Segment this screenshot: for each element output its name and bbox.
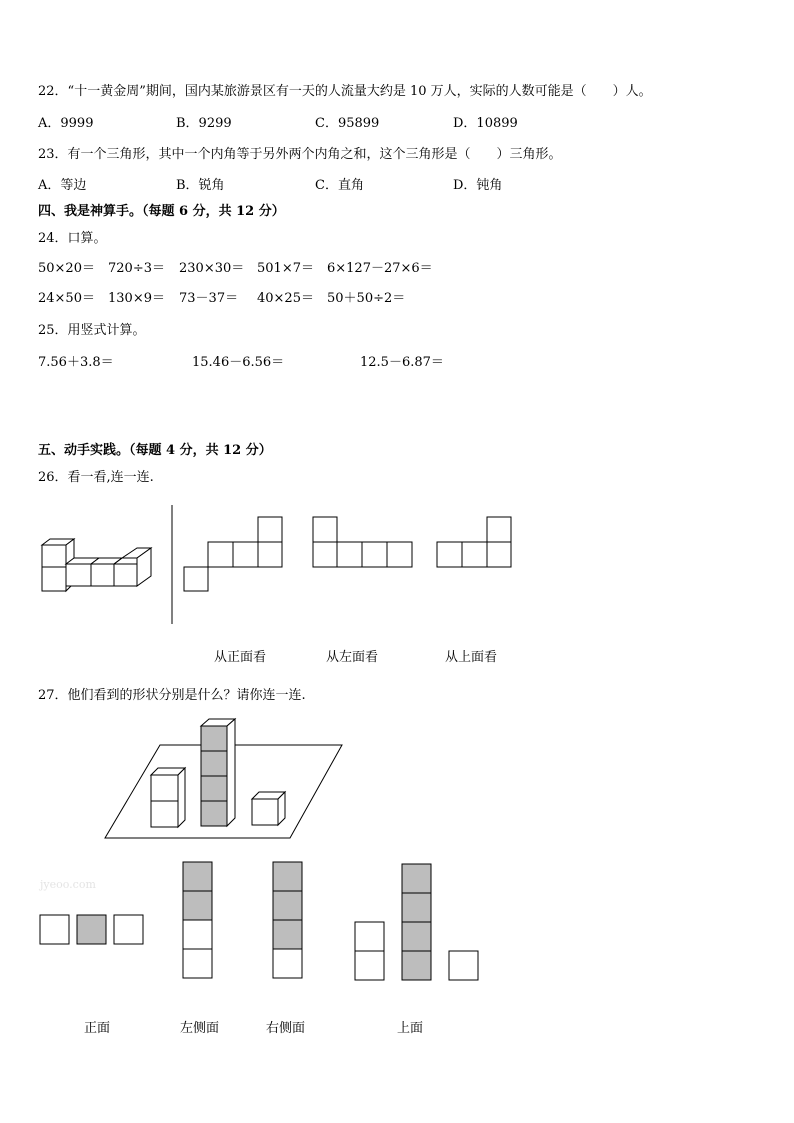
q24-stem: 24．口算。 [38, 231, 107, 246]
q23-stem: 23．有一个三角形，其中一个内角等于另外两个内角之和，这个三角形是（ ）三角形。 [38, 147, 562, 162]
q27-label-left-side: 左侧面 [180, 1021, 220, 1036]
section-5-title: 五、动手实践。（每题 4 分，共 12 分） [38, 443, 272, 458]
q24-r1-c5: 6×127－27×6＝ [327, 261, 433, 276]
q25-stem: 25．用竖式计算。 [38, 323, 146, 338]
q22-option-b: B．9299 [176, 116, 232, 131]
q27-table-surface [105, 745, 342, 838]
section-4-title: 四、我是神算手。（每题 6 分，共 12 分） [38, 204, 285, 219]
q24-r2-c1: 24×50＝ [38, 291, 95, 306]
q24-r1-c3: 230×30＝ [179, 261, 245, 276]
q27-tall-stack [201, 719, 235, 826]
q26-view-label-front: 从正面看 [214, 650, 267, 665]
q22-option-a: A．9999 [38, 116, 94, 131]
q24-r2-c4: 40×25＝ [257, 291, 314, 306]
q24-r1-c1: 50×20＝ [38, 261, 95, 276]
q24-r2-c5: 50＋50÷2＝ [327, 291, 406, 306]
q27-option-left [183, 862, 212, 978]
q27-left-stack [151, 768, 185, 827]
q25-item-1: 7.56＋3.8＝ [38, 355, 114, 370]
q23-option-b: B．锐角 [176, 178, 225, 193]
q26-view-3 [437, 517, 511, 567]
q26-view-1 [184, 517, 282, 591]
q24-r2-c2: 130×9＝ [108, 291, 165, 306]
q25-item-2: 15.46－6.56＝ [192, 355, 285, 370]
q24-r1-c2: 720÷3＝ [108, 261, 165, 276]
q26-view-label-left: 从左面看 [326, 650, 379, 665]
q24-r2-c3: 73－37＝ [179, 291, 239, 306]
q27-stem: 27．他们看到的形状分别是什么？请你连一连. [38, 688, 306, 703]
q26-view-2 [313, 517, 412, 567]
q22-option-d: D．10899 [453, 116, 518, 131]
q27-watermark: jyeoo.com [40, 878, 96, 891]
q27-label-top: 上面 [397, 1021, 424, 1036]
q23-option-a: A．等边 [38, 178, 87, 193]
q27-single-cube [252, 792, 285, 825]
q23-option-c: C．直角 [315, 178, 364, 193]
q23-option-d: D．钝角 [453, 178, 503, 193]
q27-label-front: 正面 [84, 1021, 111, 1036]
q24-r1-c4: 501×7＝ [257, 261, 314, 276]
q25-item-3: 12.5－6.87＝ [360, 355, 444, 370]
q27-option-right [273, 862, 302, 978]
q27-option-front [40, 915, 143, 944]
q22-option-c: C．95899 [315, 116, 380, 131]
q26-stem: 26．看一看,连一连. [38, 470, 154, 485]
q27-label-right-side: 右侧面 [266, 1021, 306, 1036]
q26-view-label-top: 从上面看 [445, 650, 498, 665]
q22-stem: 22．“十一黄金周”期间，国内某旅游景区有一天的人流量大约是 10 万人，实际的人数可能是（ ）人。 [38, 84, 652, 99]
q27-option-top [355, 864, 478, 980]
q26-cube-model [42, 539, 151, 591]
